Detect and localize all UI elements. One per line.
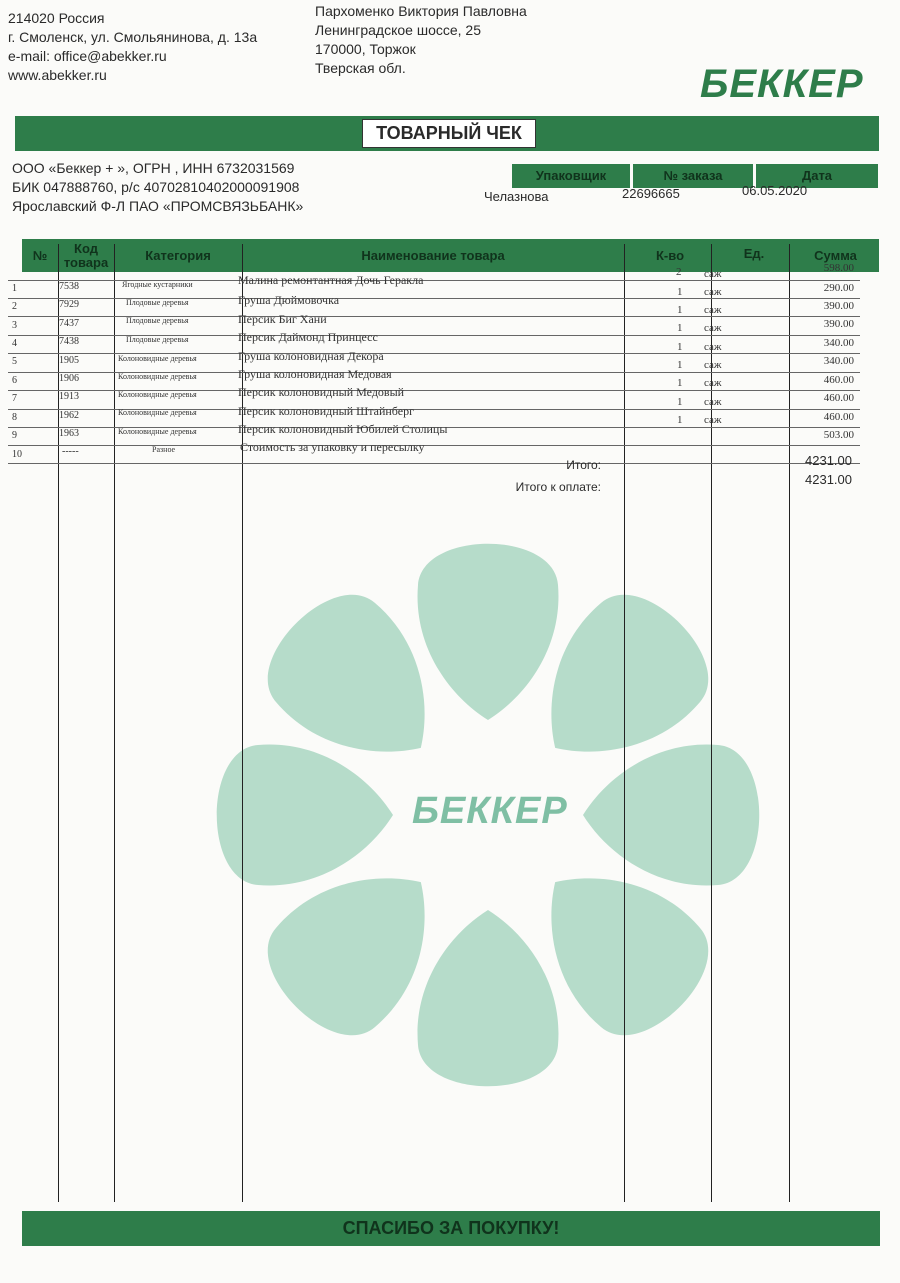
order-date: 06.05.2020 — [742, 183, 808, 198]
row-item-name: Стоимость за упаковку и пересылку — [240, 440, 425, 454]
row-code: 1905 — [59, 355, 79, 366]
watermark-logo: БЕККЕР — [412, 790, 568, 832]
packer-value: Челазнова — [484, 189, 549, 204]
row-qty: 1 — [677, 414, 683, 426]
row-code: 7538 — [59, 281, 79, 292]
row-category: Ягодные кустарники — [122, 280, 193, 289]
col-name-header: Наименование товара — [361, 248, 505, 263]
row-sum: 340.00 — [823, 355, 854, 367]
row-num: 7 — [12, 393, 17, 404]
row-divider — [8, 463, 860, 464]
row-category: Плодовые деревья — [126, 298, 189, 307]
row-sum: 290.00 — [823, 282, 854, 294]
row-sum: 340.00 — [823, 337, 854, 349]
row-num: 1 — [12, 283, 17, 294]
row-unit: саж — [704, 396, 722, 408]
row-qty: 1 — [677, 304, 683, 316]
row-item-name: Груша Дюймовочка — [238, 293, 340, 307]
row-unit: саж — [704, 341, 722, 353]
sender-email: e-mail: office@abekker.ru — [8, 48, 167, 64]
watermark-petal — [418, 544, 559, 720]
row-sum: 460.00 — [823, 392, 854, 404]
row-num: 3 — [12, 320, 17, 331]
sender-line: 214020 Россия — [8, 10, 105, 26]
column-divider — [58, 244, 59, 1202]
row-code: 1906 — [59, 373, 79, 384]
row-category: Колоновидные деревья — [118, 354, 197, 363]
sender-address — [8, 9, 257, 85]
payable-label: Итого к оплате: — [515, 480, 601, 494]
row-unit: саж — [704, 322, 722, 334]
row-num: 2 — [12, 301, 17, 312]
row-num: 9 — [12, 430, 17, 441]
row-item-name: Персик Даймонд Принцесс — [238, 330, 378, 344]
row-code: 1913 — [59, 391, 79, 402]
watermark-petal — [418, 910, 559, 1086]
recipient-address — [315, 2, 527, 78]
row-sum: 503.00 — [823, 429, 854, 441]
row-num: 5 — [12, 356, 17, 367]
row-sum: 598.00 — [823, 262, 854, 274]
row-sum: 390.00 — [823, 300, 854, 312]
row-num: 6 — [12, 375, 17, 386]
date-header: Дата — [756, 164, 878, 188]
packer-header: Упаковщик — [512, 164, 630, 188]
col-sum-header: Сумма — [814, 248, 857, 263]
row-unit: саж — [704, 359, 722, 371]
sender-line: г. Смоленск, ул. Смольянинова, д. 13а — [8, 29, 258, 45]
row-code: 7437 — [59, 318, 79, 329]
row-code: 1963 — [59, 428, 79, 439]
row-category: Колоновидные деревья — [118, 390, 197, 399]
sender-website: www.abekker.ru — [8, 67, 107, 83]
row-qty: 1 — [677, 341, 683, 353]
row-category: Колоновидные деревья — [118, 427, 197, 436]
row-category: Плодовые деревья — [126, 316, 189, 325]
row-qty: 1 — [677, 377, 683, 389]
row-item-name: Груша колоновидная Декора — [238, 349, 384, 363]
thanks-banner: СПАСИБО ЗА ПОКУПКУ! — [22, 1211, 880, 1246]
col-unit-header: Ед. — [743, 246, 765, 261]
row-item-name: Персик колоновидный Юбилей Столицы — [238, 422, 448, 436]
brand-logo: БЕККЕР — [700, 62, 864, 106]
document-title: ТОВАРНЫЙ ЧЕК — [362, 119, 536, 148]
row-code: 1962 — [59, 410, 79, 421]
payable-value: 4231.00 — [805, 472, 852, 487]
row-qty: 1 — [677, 286, 683, 298]
row-item-name: Груша колоновидная Медовая — [238, 367, 392, 381]
table-header — [22, 239, 879, 272]
row-unit: саж — [704, 268, 722, 280]
column-divider — [624, 244, 625, 1202]
row-qty: 1 — [677, 359, 683, 371]
column-divider — [114, 244, 115, 1202]
row-divider — [8, 445, 860, 446]
row-category: Колоновидные деревья — [118, 372, 197, 381]
row-unit: саж — [704, 286, 722, 298]
requisites-line: ООО «Беккер + », ОГРН , ИНН 6732031569 — [12, 160, 295, 176]
row-code: 7438 — [59, 336, 79, 347]
col-code-header: Код товара — [63, 241, 109, 270]
row-item-name: Персик колоновидный Медовый — [238, 385, 405, 399]
order-header: № заказа — [633, 164, 753, 188]
row-num: 8 — [12, 412, 17, 423]
row-sum: 390.00 — [823, 318, 854, 330]
watermark-petal — [217, 745, 393, 886]
row-num: 4 — [12, 338, 17, 349]
order-number: 22696665 — [622, 186, 680, 201]
row-category: Плодовые деревья — [126, 335, 189, 344]
row-unit: саж — [704, 377, 722, 389]
recipient-line: Пархоменко Виктория Павловна — [315, 3, 527, 19]
row-item-name: Персик Биг Хани — [238, 312, 327, 326]
row-sum: 460.00 — [823, 374, 854, 386]
row-code: ----- — [62, 446, 79, 457]
recipient-line: Ленинградское шоссе, 25 — [315, 22, 482, 38]
requisites-line: БИК 047888760, р/с 40702810402000091908 — [12, 179, 300, 195]
recipient-line: Тверская обл. — [315, 60, 406, 76]
total-label: Итого: — [566, 458, 601, 472]
col-num-header: № — [32, 248, 48, 263]
total-value: 4231.00 — [805, 453, 852, 468]
watermark-petal — [583, 745, 759, 886]
row-num: 10 — [12, 449, 22, 460]
row-qty: 2 — [676, 266, 682, 278]
row-sum: 460.00 — [823, 411, 854, 423]
row-category: Колоновидные деревья — [118, 408, 197, 417]
row-qty: 1 — [677, 396, 683, 408]
requisites-line: Ярославский Ф-Л ПАО «ПРОМСВЯЗЬБАНК» — [12, 198, 304, 214]
row-qty: 1 — [677, 322, 683, 334]
recipient-line: 170000, Торжок — [315, 41, 416, 57]
row-code: 7929 — [59, 299, 79, 310]
column-divider — [789, 244, 790, 1202]
row-category: Разное — [152, 445, 176, 454]
company-requisites — [12, 159, 303, 216]
row-item-name: Персик колоновидный Штайнберг — [238, 404, 415, 418]
row-item-name: Малина ремонтантная Дочь Геракла — [238, 273, 424, 287]
row-unit: саж — [704, 304, 722, 316]
col-qty-header: К-во — [655, 248, 685, 263]
row-unit: саж — [704, 414, 722, 426]
col-category-header: Категория — [145, 248, 211, 263]
